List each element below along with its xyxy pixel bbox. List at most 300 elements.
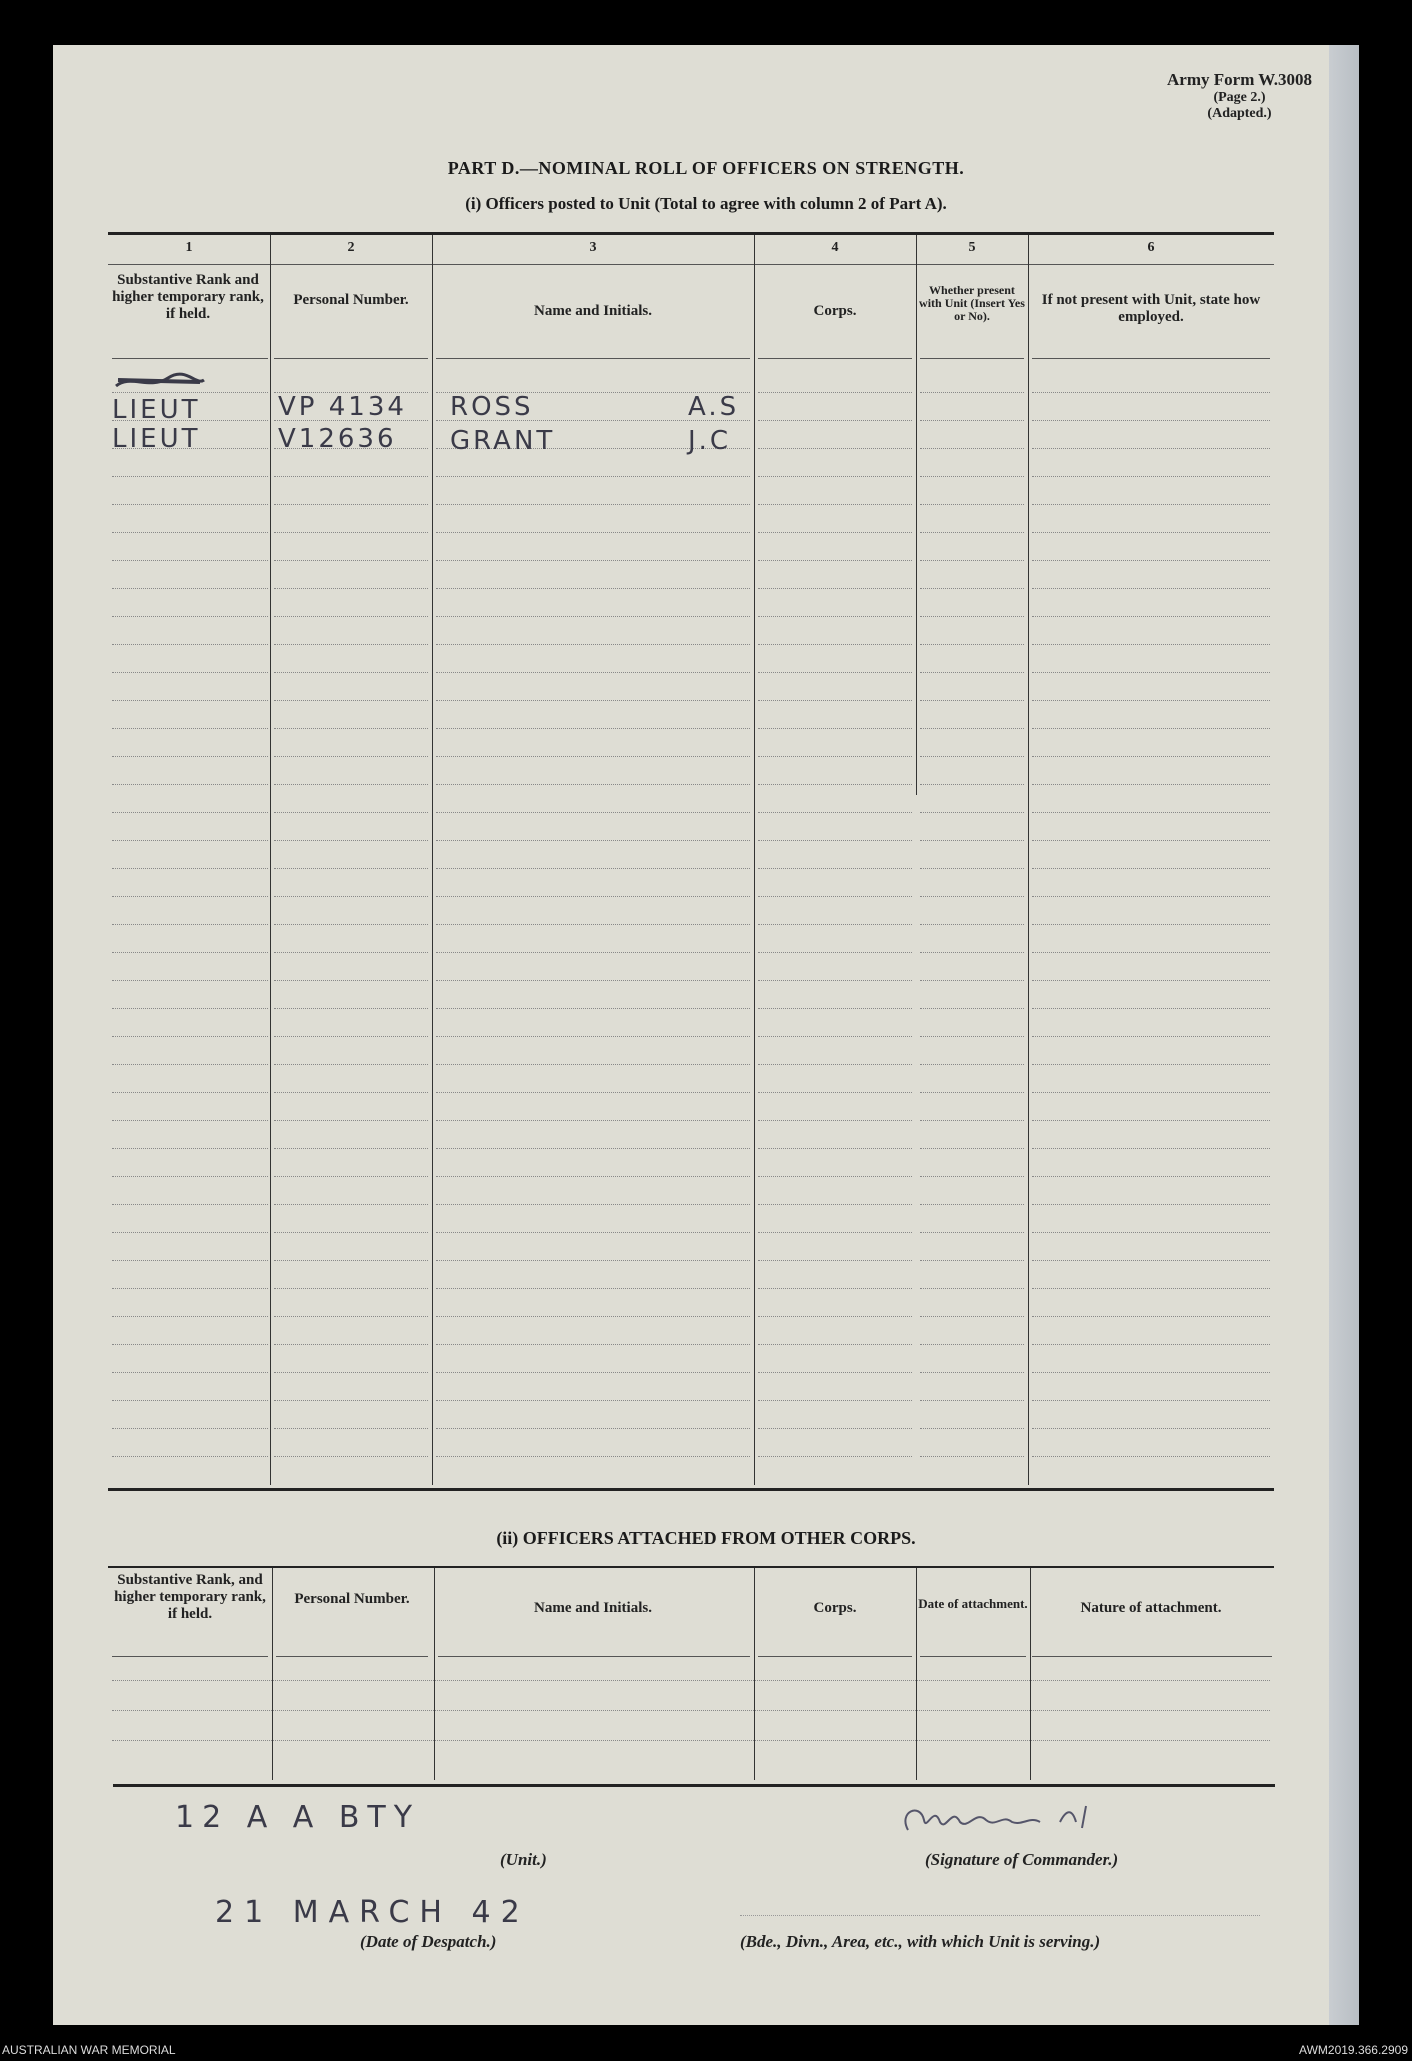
ruled-row bbox=[920, 1092, 1024, 1093]
ruled-row bbox=[112, 1148, 268, 1149]
ruled-row bbox=[112, 1176, 268, 1177]
scribble-mark bbox=[110, 368, 210, 394]
ruled-row bbox=[758, 1400, 912, 1401]
ruled-row bbox=[1032, 700, 1270, 701]
form-page: (Page 2.) bbox=[1213, 90, 1266, 105]
table-top-rule bbox=[108, 232, 1274, 235]
ruled-row bbox=[920, 1260, 1024, 1261]
header-name-initials: Name and Initials. bbox=[534, 1600, 652, 1616]
ruled-row bbox=[436, 616, 750, 617]
col-number-3: 3 bbox=[589, 240, 597, 255]
ruled-row bbox=[920, 700, 1024, 701]
ruled-row bbox=[920, 1176, 1024, 1177]
ruled-row bbox=[274, 532, 428, 533]
ruled-row bbox=[920, 812, 1024, 813]
ruled-row bbox=[436, 728, 750, 729]
ruled-row bbox=[274, 644, 428, 645]
ruled-row bbox=[920, 1372, 1024, 1373]
ruled-row bbox=[274, 728, 428, 729]
ruled-row bbox=[274, 1316, 428, 1317]
ruled-row bbox=[920, 868, 1024, 869]
ruled-row bbox=[112, 812, 268, 813]
ruled-row bbox=[1032, 1456, 1270, 1457]
column-divider bbox=[270, 235, 271, 1485]
ruled-row bbox=[758, 812, 912, 813]
ruled-row bbox=[920, 1344, 1024, 1345]
header-underline bbox=[276, 1656, 428, 1657]
header-rank: Substantive Rank and higher temporary rank, if held. bbox=[112, 272, 264, 322]
ruled-row bbox=[274, 588, 428, 589]
ruled-row bbox=[112, 1400, 268, 1401]
ruled-row bbox=[112, 560, 268, 561]
ruled-row bbox=[436, 1400, 750, 1401]
entry-name: GRANT bbox=[450, 426, 556, 456]
ruled-row bbox=[920, 980, 1024, 981]
ruled-row bbox=[1032, 868, 1270, 869]
ruled-row bbox=[274, 784, 428, 785]
ruled-row bbox=[758, 952, 912, 953]
ruled-row bbox=[920, 728, 1024, 729]
ruled-row bbox=[920, 672, 1024, 673]
ruled-row bbox=[758, 476, 912, 477]
ruled-row bbox=[112, 616, 268, 617]
ruled-row bbox=[274, 1064, 428, 1065]
ruled-row bbox=[112, 1456, 268, 1457]
ruled-row bbox=[112, 952, 268, 953]
ruled-row bbox=[112, 1204, 268, 1205]
ruled-row bbox=[1032, 476, 1270, 477]
ruled-row bbox=[112, 1092, 268, 1093]
ruled-row bbox=[758, 504, 912, 505]
header-underline bbox=[758, 1656, 912, 1657]
header-rank: Substantive Rank, and higher temporary rank, if held. bbox=[114, 1572, 266, 1622]
ruled-row bbox=[436, 588, 750, 589]
ruled-row bbox=[274, 1008, 428, 1009]
entry-name: ROSS bbox=[450, 392, 534, 422]
ruled-row bbox=[112, 840, 268, 841]
ruled-row bbox=[920, 1008, 1024, 1009]
ruled-row bbox=[274, 1400, 428, 1401]
ruled-row bbox=[1032, 980, 1270, 981]
column-divider bbox=[432, 235, 433, 1485]
ruled-row bbox=[758, 1204, 912, 1205]
col-number-5: 5 bbox=[968, 240, 976, 255]
col-number-2: 2 bbox=[347, 240, 355, 255]
ruled-row bbox=[920, 1148, 1024, 1149]
ruled-row bbox=[112, 700, 268, 701]
entry-initials: A.S bbox=[688, 392, 740, 422]
ruled-row bbox=[436, 1036, 750, 1037]
ruled-row bbox=[436, 672, 750, 673]
unit-label: (Unit.) bbox=[500, 1850, 547, 1869]
ruled-row bbox=[758, 980, 912, 981]
ruled-row bbox=[1032, 840, 1270, 841]
ruled-row bbox=[758, 896, 912, 897]
ruled-row bbox=[436, 644, 750, 645]
ruled-row bbox=[274, 1204, 428, 1205]
ruled-row bbox=[758, 392, 912, 393]
ruled-row bbox=[112, 1260, 268, 1261]
ruled-row bbox=[1032, 1008, 1270, 1009]
header-name-initials: Name and Initials. bbox=[534, 303, 652, 319]
ruled-row bbox=[758, 672, 912, 673]
ruled-row bbox=[112, 1036, 268, 1037]
ruled-row bbox=[920, 1036, 1024, 1037]
ruled-row bbox=[920, 1064, 1024, 1065]
ruled-row bbox=[112, 532, 268, 533]
ruled-row bbox=[758, 1064, 912, 1065]
ruled-row bbox=[112, 1120, 268, 1121]
ruled-row bbox=[112, 1008, 268, 1009]
ruled-row bbox=[920, 1232, 1024, 1233]
ruled-row bbox=[758, 924, 912, 925]
ruled-row bbox=[436, 1120, 750, 1121]
ruled-row bbox=[274, 672, 428, 673]
footer-left: AUSTRALIAN WAR MEMORIAL bbox=[2, 2043, 176, 2057]
part-d-title: PART D.—NOMINAL ROLL OF OFFICERS ON STRENGTH. bbox=[447, 158, 965, 178]
footer-right: AWM2019.366.2909 bbox=[1299, 2043, 1408, 2057]
ruled-row bbox=[920, 448, 1024, 449]
ruled-row bbox=[1032, 1036, 1270, 1037]
ruled-row bbox=[274, 756, 428, 757]
col-number-6: 6 bbox=[1147, 240, 1155, 255]
ruled-row bbox=[112, 1428, 268, 1429]
ruled-row bbox=[112, 504, 268, 505]
header-underline bbox=[1032, 1656, 1272, 1657]
ruled-row bbox=[1032, 504, 1270, 505]
ruled-row bbox=[274, 1232, 428, 1233]
ruled-row bbox=[920, 616, 1024, 617]
ruled-row bbox=[1032, 1288, 1270, 1289]
table-top-rule bbox=[108, 1566, 1274, 1568]
ruled-row bbox=[1032, 728, 1270, 729]
header-underline bbox=[438, 1656, 750, 1657]
ruled-row bbox=[1032, 644, 1270, 645]
ruled-row bbox=[436, 476, 750, 477]
column-divider bbox=[916, 1568, 917, 1780]
ruled-row bbox=[1032, 896, 1270, 897]
ruled-row bbox=[920, 840, 1024, 841]
unit-handwritten: 12 A A BTY bbox=[175, 1800, 421, 1835]
ruled-row bbox=[112, 1372, 268, 1373]
ruled-row bbox=[274, 1344, 428, 1345]
header-present: Whether present with Unit (Insert Yes or No). bbox=[919, 283, 1025, 323]
ruled-row bbox=[1032, 560, 1270, 561]
ruled-row bbox=[758, 1092, 912, 1093]
ruled-row bbox=[758, 1372, 912, 1373]
colnum-rule bbox=[108, 264, 1274, 265]
header-nature-attachment: Nature of attachment. bbox=[1080, 1600, 1222, 1616]
ruled-row bbox=[274, 504, 428, 505]
ruled-row bbox=[274, 1372, 428, 1373]
header-underline bbox=[920, 1656, 1026, 1657]
ruled-row bbox=[1032, 448, 1270, 449]
column-divider bbox=[434, 1568, 435, 1780]
header-underline bbox=[112, 358, 268, 359]
ruled-row bbox=[1032, 672, 1270, 673]
ruled-row bbox=[274, 924, 428, 925]
form-number: Army Form W.3008 bbox=[1167, 70, 1312, 89]
ruled-row bbox=[274, 700, 428, 701]
ruled-row bbox=[436, 1344, 750, 1345]
ruled-row bbox=[274, 476, 428, 477]
ruled-row bbox=[920, 1428, 1024, 1429]
ruled-row bbox=[920, 952, 1024, 953]
formation-label: (Bde., Divn., Area, etc., with which Unit is serving.) bbox=[740, 1932, 1101, 1951]
ruled-row bbox=[112, 728, 268, 729]
column-divider bbox=[272, 1568, 273, 1780]
header-corps: Corps. bbox=[813, 303, 857, 319]
ruled-row bbox=[758, 1316, 912, 1317]
ruled-row bbox=[436, 504, 750, 505]
ruled-row bbox=[758, 728, 912, 729]
ruled-row bbox=[112, 756, 268, 757]
ruled-row bbox=[920, 392, 1024, 393]
ruled-row bbox=[920, 1288, 1024, 1289]
ruled-row bbox=[436, 1064, 750, 1065]
header-underline bbox=[274, 358, 428, 359]
ruled-row bbox=[274, 560, 428, 561]
ruled-row bbox=[112, 1710, 1270, 1711]
signature-label: (Signature of Commander.) bbox=[925, 1850, 1119, 1869]
ruled-row bbox=[920, 532, 1024, 533]
ruled-row bbox=[758, 644, 912, 645]
column-divider bbox=[754, 235, 755, 1485]
ruled-row bbox=[112, 588, 268, 589]
ruled-row bbox=[436, 1428, 750, 1429]
ruled-row bbox=[274, 616, 428, 617]
ruled-row bbox=[1032, 532, 1270, 533]
entry-initials: J.C bbox=[688, 426, 732, 456]
col-number-4: 4 bbox=[831, 240, 839, 255]
ruled-row bbox=[920, 476, 1024, 477]
formation-line bbox=[740, 1915, 1260, 1916]
ruled-row bbox=[274, 1148, 428, 1149]
entry-rank: LIEUT bbox=[112, 395, 201, 425]
ruled-row bbox=[1032, 1120, 1270, 1121]
ruled-row bbox=[112, 644, 268, 645]
ruled-row bbox=[920, 1400, 1024, 1401]
ruled-row bbox=[1032, 1204, 1270, 1205]
ruled-row bbox=[1032, 1148, 1270, 1149]
ruled-row bbox=[274, 840, 428, 841]
ruled-row bbox=[274, 1036, 428, 1037]
ruled-row bbox=[758, 840, 912, 841]
ruled-row bbox=[436, 756, 750, 757]
ruled-row bbox=[920, 588, 1024, 589]
ruled-row bbox=[758, 1120, 912, 1121]
column-divider bbox=[1030, 1568, 1031, 1780]
date-label: (Date of Despatch.) bbox=[360, 1932, 497, 1951]
ruled-row bbox=[1032, 784, 1270, 785]
header-date-attachment: Date of attachment. bbox=[918, 1596, 1028, 1611]
column-divider bbox=[754, 1568, 755, 1780]
ruled-row bbox=[920, 644, 1024, 645]
ruled-row bbox=[758, 448, 912, 449]
ruled-row bbox=[758, 1344, 912, 1345]
ruled-row bbox=[112, 672, 268, 673]
ruled-row bbox=[112, 476, 268, 477]
part-ii-title: (ii) OFFICERS ATTACHED FROM OTHER CORPS. bbox=[496, 1528, 916, 1548]
ruled-row bbox=[112, 1316, 268, 1317]
ruled-row bbox=[436, 700, 750, 701]
header-underline bbox=[1032, 358, 1270, 359]
column-divider bbox=[916, 235, 917, 795]
ruled-row bbox=[436, 784, 750, 785]
ruled-row bbox=[1032, 1176, 1270, 1177]
ruled-row bbox=[1032, 756, 1270, 757]
ruled-row bbox=[436, 896, 750, 897]
ruled-row bbox=[112, 924, 268, 925]
ruled-row bbox=[436, 1148, 750, 1149]
header-underline bbox=[436, 358, 750, 359]
ruled-row bbox=[920, 1120, 1024, 1121]
table-bottom-rule bbox=[113, 1784, 1275, 1787]
header-personal-number: Personal Number. bbox=[294, 1591, 410, 1607]
ruled-row bbox=[436, 1372, 750, 1373]
ruled-row bbox=[274, 1092, 428, 1093]
ruled-row bbox=[758, 756, 912, 757]
ruled-row bbox=[758, 868, 912, 869]
ruled-row bbox=[274, 812, 428, 813]
ruled-row bbox=[274, 1120, 428, 1121]
ruled-row bbox=[112, 1232, 268, 1233]
ruled-row bbox=[758, 784, 912, 785]
ruled-row bbox=[436, 1232, 750, 1233]
ruled-row bbox=[112, 1288, 268, 1289]
ruled-row bbox=[758, 700, 912, 701]
ruled-row bbox=[274, 980, 428, 981]
ruled-row bbox=[436, 840, 750, 841]
ruled-row bbox=[436, 812, 750, 813]
entry-rank: LIEUT bbox=[112, 424, 201, 454]
ruled-row bbox=[274, 1288, 428, 1289]
ruled-row bbox=[112, 896, 268, 897]
ruled-row bbox=[112, 980, 268, 981]
ruled-row bbox=[436, 1260, 750, 1261]
date-handwritten: 21 MARCH 42 bbox=[215, 1895, 530, 1930]
ruled-row bbox=[436, 1092, 750, 1093]
ruled-row bbox=[274, 1428, 428, 1429]
ruled-row bbox=[758, 1456, 912, 1457]
ruled-row bbox=[436, 532, 750, 533]
ruled-row bbox=[920, 756, 1024, 757]
ruled-row bbox=[1032, 1064, 1270, 1065]
ruled-row bbox=[758, 420, 912, 421]
header-corps: Corps. bbox=[813, 1600, 857, 1616]
ruled-row bbox=[1032, 588, 1270, 589]
ruled-row bbox=[1032, 1428, 1270, 1429]
ruled-row bbox=[920, 1316, 1024, 1317]
ruled-row bbox=[758, 1232, 912, 1233]
ruled-row bbox=[436, 1204, 750, 1205]
header-underline bbox=[920, 358, 1024, 359]
ruled-row bbox=[112, 1344, 268, 1345]
ruled-row bbox=[112, 1740, 1270, 1741]
ruled-row bbox=[920, 1204, 1024, 1205]
ruled-row bbox=[758, 1036, 912, 1037]
ruled-row bbox=[112, 868, 268, 869]
header-employment: If not present with Unit, state how employed. bbox=[1041, 292, 1261, 325]
ruled-row bbox=[758, 1428, 912, 1429]
ruled-row bbox=[1032, 1344, 1270, 1345]
ruled-row bbox=[436, 980, 750, 981]
ruled-row bbox=[758, 532, 912, 533]
ruled-row bbox=[1032, 420, 1270, 421]
ruled-row bbox=[112, 1064, 268, 1065]
ruled-row bbox=[920, 1456, 1024, 1457]
header-underline bbox=[112, 1656, 268, 1657]
table-bottom-rule bbox=[108, 1488, 1274, 1491]
ruled-row bbox=[920, 784, 1024, 785]
paper-edge-strip bbox=[1329, 45, 1359, 2025]
header-personal-number: Personal Number. bbox=[293, 292, 409, 308]
ruled-row bbox=[436, 868, 750, 869]
ruled-row bbox=[1032, 1372, 1270, 1373]
ruled-row bbox=[274, 1260, 428, 1261]
ruled-row bbox=[436, 1008, 750, 1009]
ruled-row bbox=[1032, 952, 1270, 953]
ruled-row bbox=[1032, 392, 1270, 393]
ruled-row bbox=[274, 952, 428, 953]
ruled-row bbox=[758, 1148, 912, 1149]
ruled-row bbox=[1032, 1232, 1270, 1233]
ruled-row bbox=[758, 1176, 912, 1177]
ruled-row bbox=[758, 616, 912, 617]
ruled-row bbox=[112, 784, 268, 785]
form-identifier bbox=[1167, 70, 1312, 122]
column-divider bbox=[1028, 235, 1029, 1485]
ruled-row bbox=[1032, 616, 1270, 617]
ruled-row bbox=[112, 1680, 1270, 1681]
ruled-row bbox=[920, 896, 1024, 897]
ruled-row bbox=[920, 420, 1024, 421]
ruled-row bbox=[920, 504, 1024, 505]
col-number-1: 1 bbox=[185, 240, 193, 255]
ruled-row bbox=[1032, 1260, 1270, 1261]
ruled-row bbox=[436, 952, 750, 953]
ruled-row bbox=[274, 868, 428, 869]
ruled-row bbox=[436, 1288, 750, 1289]
ruled-row bbox=[274, 1176, 428, 1177]
ruled-row bbox=[436, 924, 750, 925]
ruled-row bbox=[274, 896, 428, 897]
ruled-row bbox=[1032, 1092, 1270, 1093]
form-paper bbox=[53, 45, 1329, 2025]
header-underline bbox=[758, 358, 912, 359]
ruled-row bbox=[920, 560, 1024, 561]
entry-number: VP 4134 bbox=[278, 392, 407, 422]
ruled-row bbox=[274, 1456, 428, 1457]
entry-number: V12636 bbox=[278, 424, 397, 454]
part-d-subtitle: (i) Officers posted to Unit (Total to agree with column 2 of Part A). bbox=[465, 194, 947, 213]
ruled-row bbox=[758, 560, 912, 561]
ruled-row bbox=[758, 1288, 912, 1289]
ruled-row bbox=[1032, 812, 1270, 813]
ruled-row bbox=[436, 1316, 750, 1317]
commander-signature bbox=[890, 1792, 1120, 1842]
ruled-row bbox=[920, 924, 1024, 925]
ruled-row bbox=[436, 560, 750, 561]
ruled-row bbox=[758, 1260, 912, 1261]
ruled-row bbox=[436, 1176, 750, 1177]
ruled-row bbox=[1032, 1400, 1270, 1401]
ruled-row bbox=[436, 1456, 750, 1457]
form-adapted: (Adapted.) bbox=[1207, 106, 1272, 121]
ruled-row bbox=[758, 1008, 912, 1009]
ruled-row bbox=[1032, 1316, 1270, 1317]
ruled-row bbox=[1032, 924, 1270, 925]
